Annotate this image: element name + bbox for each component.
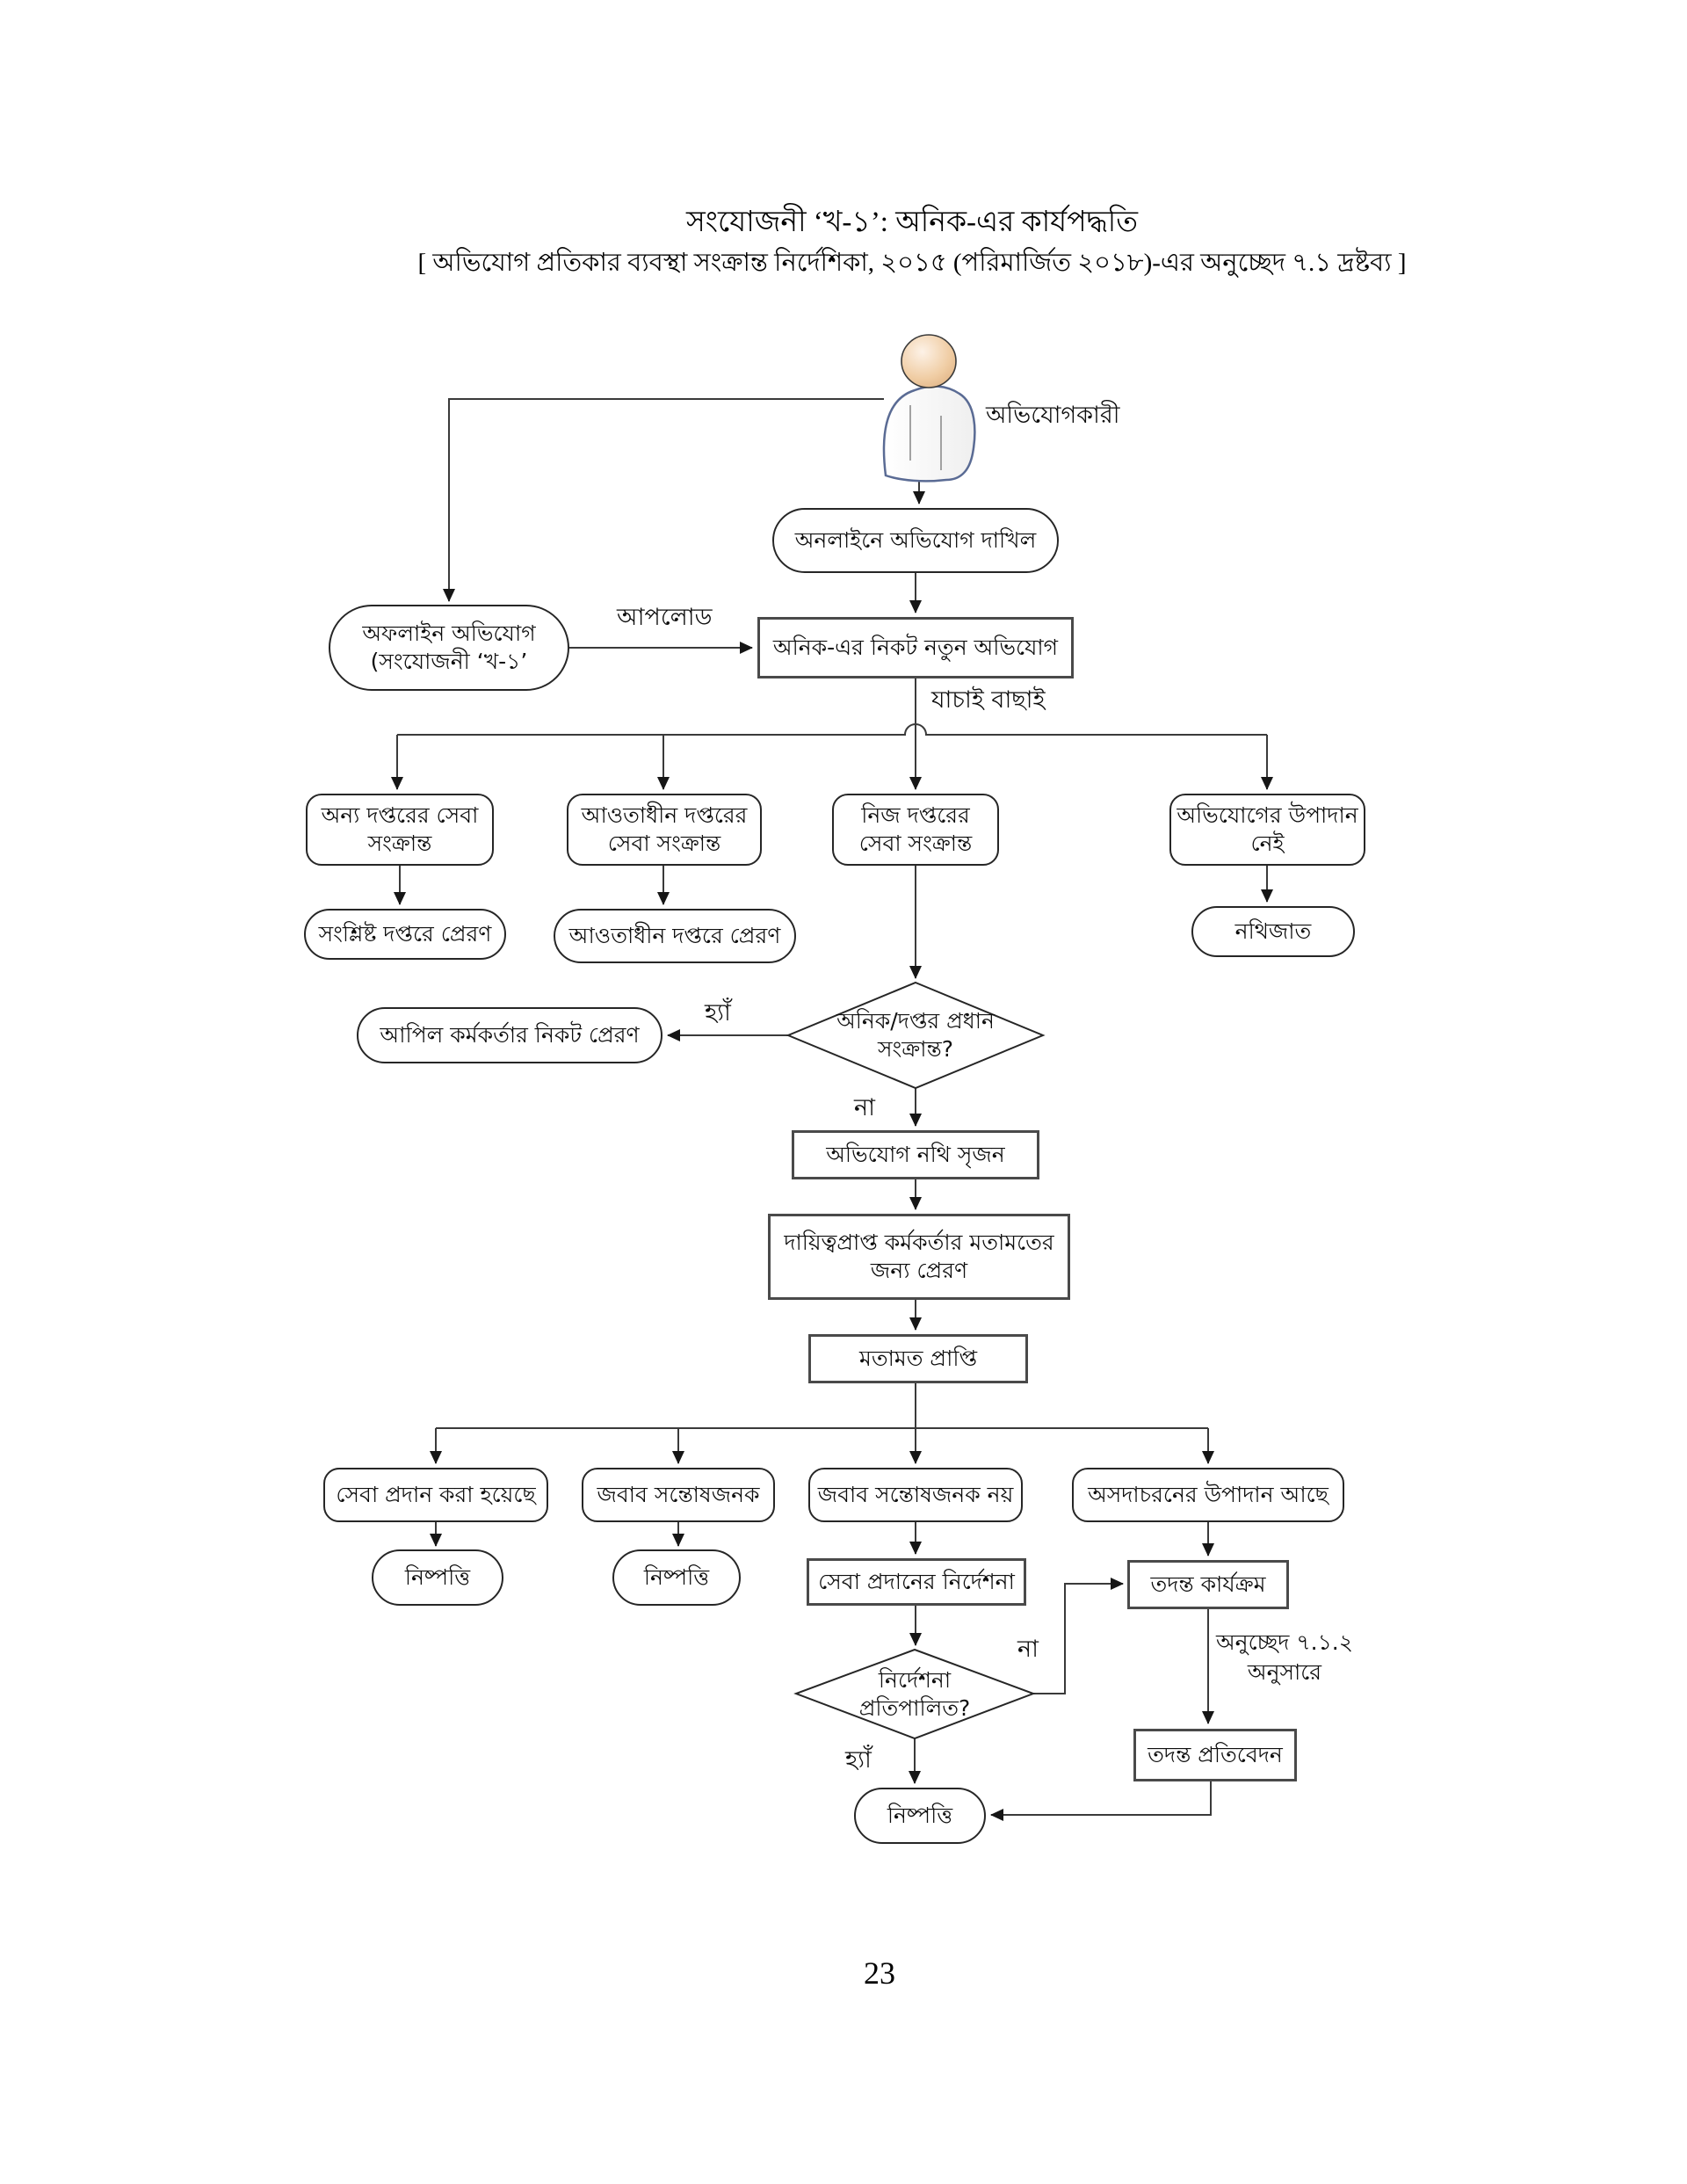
- create-file-node: অভিযোগ নথি সৃজন: [792, 1130, 1039, 1179]
- filed-node: নথিজাত: [1191, 906, 1355, 957]
- online-submit-node: অনলাইনে অভিযোগ দাখিল: [772, 508, 1059, 573]
- new-complaint-node: অনিক-এর নিকট নতুন অভিযোগ: [757, 617, 1074, 678]
- yes-label-1: হ্যাঁ: [705, 999, 731, 1027]
- upload-edge-label: আপলোড: [617, 604, 713, 631]
- screening-edge-label: যাচাই বাছাই: [931, 686, 1046, 714]
- page-title: সংযোজনী ‘খ-১’: অনিক-এর কার্যপদ্ধতি: [686, 207, 1138, 238]
- misconduct-element-node: অসদাচরনের উপাদান আছে: [1072, 1468, 1344, 1522]
- no-label-2: না: [1017, 1636, 1039, 1663]
- no-label-1: না: [854, 1094, 875, 1121]
- other-office-node: অন্য দপ্তরের সেবা সংক্রান্ত: [306, 794, 494, 866]
- page-number: 23: [864, 1955, 895, 1991]
- page-subtitle: [ অভিযোগ প্রতিকার ব্যবস্থা সংক্রান্ত নির্দেশিকা, ২০১৫ (পরিমার্জিত ২০১৮)-এর অনুচ্ছেদ ৭.১ দ্রষ্টব্য ]: [417, 249, 1407, 277]
- own-office-node: নিজ দপ্তরের সেবা সংক্রান্ত: [832, 794, 999, 866]
- reply-satisfactory-node: জবাব সন্তোষজনক: [582, 1468, 775, 1522]
- appeal-officer-node: আপিল কর্মকর্তার নিকট প্রেরণ: [357, 1007, 662, 1063]
- no-element-node: অভিযোগের উপাদান নেই: [1169, 794, 1365, 866]
- service-instruction-node: সেবা প্রদানের নির্দেশনা: [807, 1558, 1026, 1606]
- investigation-report-node: তদন্ত প্রতিবেদন: [1133, 1729, 1297, 1781]
- complainant-label: অভিযোগকারী: [986, 402, 1120, 429]
- instruction-followed-text: নির্দেশনা প্রতিপালিত?: [858, 1666, 971, 1721]
- person-icon: [884, 335, 974, 481]
- settled-final-node: নিষ্পত্তি: [854, 1788, 986, 1844]
- settled-node-1: নিষ্পত্তি: [372, 1549, 503, 1606]
- service-provided-node: সেবা প্রদান করা হয়েছে: [323, 1468, 548, 1522]
- investigation-node: তদন্ত কার্যক্রম: [1127, 1560, 1289, 1609]
- send-for-opinion-node: দায়িত্বপ্রাপ্ত কর্মকর্তার মতামতের জন্য প্রেরণ: [768, 1214, 1070, 1300]
- reply-not-satisfactory-node: জবাব সন্তোষজনক নয়: [808, 1468, 1023, 1522]
- send-subordinate-node: আওতাধীন দপ্তরে প্রেরণ: [554, 909, 796, 963]
- send-concerned-node: সংশ্লিষ্ট দপ্তরে প্রেরণ: [304, 909, 506, 960]
- settled-node-2: নিষ্পত্তি: [612, 1549, 741, 1606]
- opinion-received-node: মতামত প্রাপ্তি: [808, 1334, 1028, 1383]
- offline-complaint-node: অফলাইন অভিযোগ (সংযোজনী ‘খ-১’: [329, 605, 569, 691]
- section-reference-label: অনুচ্ছেদ ৭.১.২ অনুসারে: [1216, 1629, 1353, 1685]
- subordinate-office-node: আওতাধীন দপ্তরের সেবা সংক্রান্ত: [567, 794, 762, 866]
- yes-label-2: হ্যাঁ: [845, 1746, 872, 1774]
- head-decision-text: অনিক/দপ্তর প্রধান সংক্রান্ত?: [836, 1007, 995, 1062]
